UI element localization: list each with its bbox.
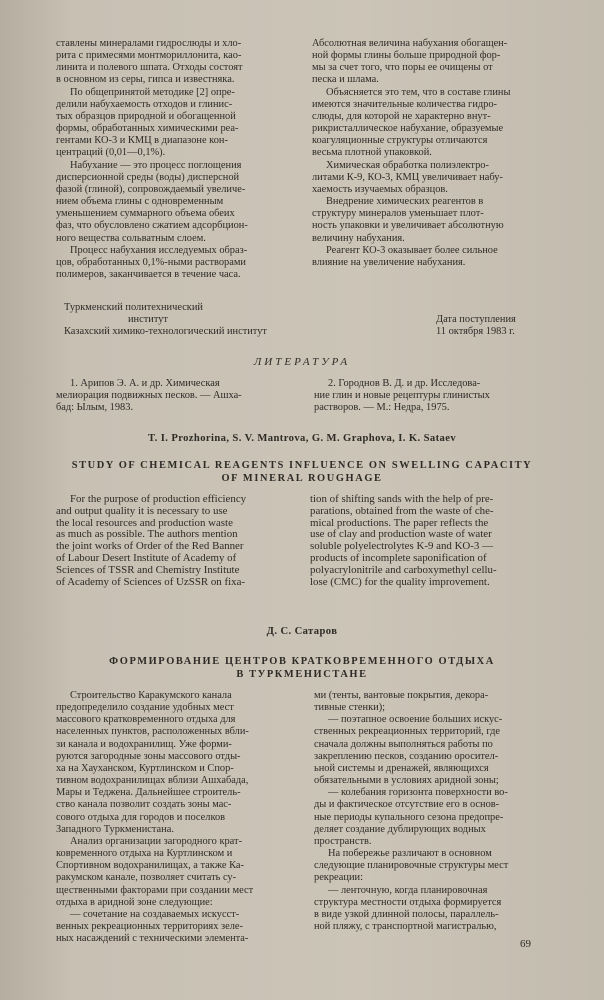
text-line: the local resources and production waste xyxy=(56,517,233,529)
text-line: Спортивном водохранилищах, а также Ка- xyxy=(56,860,244,872)
text-line: нием объема глины с одновременным xyxy=(56,196,224,208)
english-title-line: OF MINERAL ROUGHAGE xyxy=(221,473,383,484)
text-line: следующие планировочные структуры мест xyxy=(314,860,509,872)
text-line: ной формы глины больше природной фор- xyxy=(312,50,501,62)
text-line: ного вещества сольватным слоем. xyxy=(56,232,206,244)
article-title xyxy=(0,655,604,681)
text-line: ные периоды купального сезона предопре- xyxy=(314,811,504,823)
article-left-column xyxy=(56,690,292,945)
top-right-column xyxy=(312,38,556,269)
text-line: влияние на увеличение набухания. xyxy=(312,256,466,268)
text-line: рекреации: xyxy=(314,872,363,884)
received-value: 11 октября 1983 г. xyxy=(436,326,515,338)
text-line: tion of shifting sands with the help of pre- xyxy=(310,494,494,505)
text-line: структуру минералов уменьшает плот- xyxy=(312,208,484,220)
text-line: mical productions. The paper reflects the xyxy=(310,517,489,529)
text-line: имеются значительные количества гидро- xyxy=(312,98,498,110)
text-line: soluble polyelectrolytes K-9 and KO-3 — xyxy=(310,541,493,553)
text-line: тивные стенки); xyxy=(314,702,386,714)
text-line: Абсолютная величина набухания обогащен- xyxy=(312,38,508,49)
text-line: уменьшением суммарного объема обеих xyxy=(56,208,235,220)
text-line: закреплению песков, созданию оросител- xyxy=(314,750,499,762)
text-line: Химическая обработка полиэлектро- xyxy=(326,159,489,171)
text-line: ьной системы и дренажей, являющихся xyxy=(314,762,489,774)
text-line: ды и фактическое отсутствие его в основ- xyxy=(314,799,500,811)
text-line: слюды, для которой не характерно внут- xyxy=(312,110,491,122)
text-line: пространств. xyxy=(314,835,372,847)
text-line: Строительство Каракумского канала xyxy=(70,690,232,701)
text-line: ковременного отдыха на Куртлинском и xyxy=(56,848,233,860)
top-left-column xyxy=(56,38,288,281)
text-line: Процесс набухания исследуемых образ- xyxy=(70,244,248,256)
text-line: of Academy of Sciences of UzSSR on fixa- xyxy=(56,576,246,588)
text-line: фазой (глиной), сопровождаемый увеличе- xyxy=(56,183,246,195)
text-line: use of clay and production waste of water xyxy=(310,529,492,541)
reference-line: ние глин и новые рецептуры глинистых xyxy=(314,390,490,402)
page-number: 69 xyxy=(520,938,531,950)
text-line: Мары и Теджена. Дальнейшее строитель- xyxy=(56,787,241,799)
text-line: and output quality it is necessary to use xyxy=(56,505,228,517)
reference-line: 1. Арипов Э. А. и др. Химическая xyxy=(70,378,220,389)
reference-2 xyxy=(314,378,558,414)
text-line: тых образцов природной и обогащенной xyxy=(56,110,236,122)
text-line: зи канала и водохранилищ. Уже форми- xyxy=(56,738,232,750)
article-title-line: В ТУРКМЕНИСТАНЕ xyxy=(236,669,368,680)
text-line: в основном из серы, гипса и известняка. xyxy=(56,74,235,86)
text-line: предопределило создание удобных мест xyxy=(56,702,234,714)
reference-line: 2. Городнов В. Д. и др. Исследова- xyxy=(328,378,481,389)
text-line: ха на Хауханском, Куртлинском и Спор- xyxy=(56,762,234,774)
text-line: рикристаллическое набухание, образуемые xyxy=(312,123,504,135)
text-line: Реагент КО-3 оказывает более сильное xyxy=(326,244,498,256)
english-right-column xyxy=(310,494,558,588)
reference-1 xyxy=(56,378,288,414)
text-line: Объясняется это тем, что в составе глины xyxy=(326,86,511,98)
article-right-column xyxy=(314,690,558,933)
article-title-line: ФОРМИРОВАНИЕ ЦЕНТРОВ КРАТКОВРЕМЕННОГО ОТДЫХА xyxy=(109,656,495,667)
text-line: песка и шлама. xyxy=(312,74,379,86)
text-line: — сочетание на создаваемых искусст- xyxy=(70,908,240,920)
text-line: делили набухаемость отходов и глинис- xyxy=(56,98,233,110)
text-line: parations, obtained from the waste of che- xyxy=(310,505,494,517)
affiliation xyxy=(64,302,324,339)
reference-line: мелиорация подвижных песков. — Ашха- xyxy=(56,390,242,402)
text-line: the joint works of Order of the Red Banner xyxy=(56,541,244,553)
reference-line: растворов. — М.: Недра, 1975. xyxy=(314,402,450,414)
text-line: По общепринятой методике [2] опре- xyxy=(70,86,235,98)
text-line: lose (CMC) for the quality improvement. xyxy=(310,576,490,588)
text-line: — поэтапное освоение больших искус- xyxy=(328,714,503,726)
english-title xyxy=(0,459,604,485)
text-line: гентами КО-3 и КМЦ в диапазоне кон- xyxy=(56,135,228,147)
text-line: цов, обработанных 0,1%-ными растворами xyxy=(56,256,246,268)
text-line: фаз, что обусловлено сжатием адсорбцион- xyxy=(56,220,248,232)
text-line: ных насаждений с техническими элемента- xyxy=(56,933,249,945)
english-title-line: STUDY OF CHEMICAL REAGENTS INFLUENCE ON SWELLING CAPACITY xyxy=(71,460,533,471)
text-line: массового кратковременного отдыха для xyxy=(56,714,236,726)
text-line: мы за счет того, что поры ее очищены от xyxy=(312,62,493,74)
text-line: — колебания горизонта поверхности во- xyxy=(328,787,508,799)
text-line: линита и полевого шпата. Отходы состоят xyxy=(56,62,243,74)
text-line: рита с примесями монтмориллонита, као- xyxy=(56,50,242,62)
text-line: величину набухания. xyxy=(312,232,405,244)
text-line: в виде узкой длинной полосы, параллель- xyxy=(314,908,499,920)
text-line: тивном водохранилищах вблизи Ашхабада, xyxy=(56,775,249,787)
text-line: ной пляжу, с транспортной магистралью, xyxy=(314,920,497,932)
text-line: центраций (0,01—0,1%). xyxy=(56,147,166,159)
text-line: щественными факторами при создании мест xyxy=(56,884,254,896)
text-line: сового отдыха для городов и поселков xyxy=(56,811,226,823)
received-date xyxy=(436,314,566,338)
text-line: формы, обработанных химическими реа- xyxy=(56,123,239,135)
text-line: венных рекреационных территориях зеле- xyxy=(56,920,243,932)
text-line: For the purpose of production efficiency xyxy=(70,494,247,505)
affiliation-line: Туркменский политехнический xyxy=(64,302,203,313)
text-line: сначала должны выполняться работы по xyxy=(314,738,493,750)
text-line: весьма плотной упаковкой. xyxy=(312,147,432,159)
text-line: На побережье различают в основном xyxy=(328,848,492,860)
text-line: ность упаковки и увеличивает абсолютную xyxy=(312,220,504,232)
literature-heading: ЛИТЕРАТУРА xyxy=(253,356,351,368)
text-line: polyacrylonitrile and carboxymethyl cellu- xyxy=(310,564,497,576)
text-line: обязательными в условиях аридной зоны; xyxy=(314,775,499,787)
text-line: деляет создание дублирующих водных xyxy=(314,823,486,835)
text-line: ственных рекреационных территорий, где xyxy=(314,726,500,738)
text-line: структура местности отдыха формируется xyxy=(314,896,502,908)
text-line: products of incomplete saponification of xyxy=(310,552,487,564)
text-line: — ленточную, когда планировочная xyxy=(328,884,488,896)
text-line: ставлены минералами гидрослюды и хло- xyxy=(56,38,242,49)
text-line: коагуляционные структуры отличаются xyxy=(312,135,488,147)
text-line: полимеров, заканчивается в течение часа. xyxy=(56,268,241,280)
english-left-column xyxy=(56,494,296,588)
affiliation-line: Казахский химико-технологический институт xyxy=(64,326,267,338)
affiliation-line: институт xyxy=(128,314,168,326)
text-line: населенных пунктов, расположенных вбли- xyxy=(56,726,249,738)
text-line: руются загородные зоны массового отды- xyxy=(56,750,241,762)
text-line: Западного Туркменистана. xyxy=(56,823,174,835)
text-line: отдыха в аридной зоне следующие: xyxy=(56,896,213,908)
text-line: дисперсионной среды (воды) дисперсной xyxy=(56,171,240,183)
text-line: ракумском канале, позволяет считать су- xyxy=(56,872,237,884)
text-line: as much as possible. The authors mention xyxy=(56,529,238,541)
text-line: Sciences of TSSR and Chemistry Institute xyxy=(56,564,240,576)
text-line: ми (тенты, вантовые покрытия, декора- xyxy=(314,690,489,701)
text-line: литами К-9, КО-3, КМЦ увеличивает набу- xyxy=(312,171,503,183)
text-line: ство канала позволит создать зоны мас- xyxy=(56,799,232,811)
text-line: Анализ организации загородного крат- xyxy=(70,835,243,847)
english-authors: T. I. Prozhorina, S. V. Mantrova, G. M. Graphova, I. K. Sataev xyxy=(147,433,457,444)
text-line: Внедрение химических реагентов в xyxy=(326,196,484,208)
text-line: of Labour Desert Institute of Academy of xyxy=(56,552,237,564)
received-label: Дата поступления xyxy=(436,314,516,325)
article-author: Д. С. Сатаров xyxy=(266,626,338,637)
reference-line: бад: Ылым, 1983. xyxy=(56,402,134,414)
text-line: Набухание — это процесс поглощения xyxy=(70,159,242,171)
text-line: хаемость изучаемых образцов. xyxy=(312,183,448,195)
